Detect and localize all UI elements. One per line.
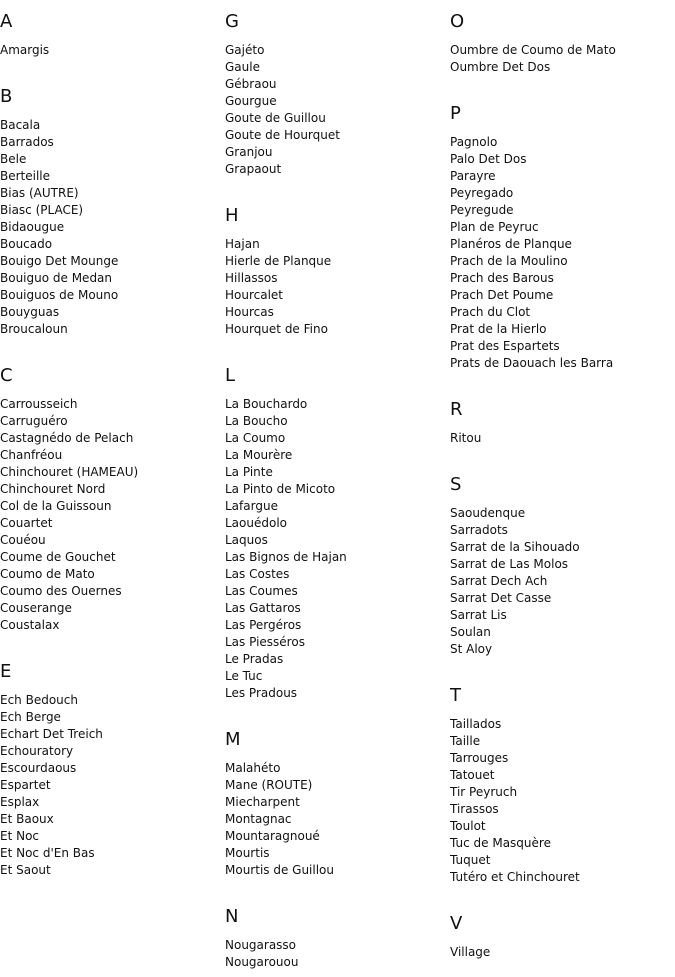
place-link[interactable]: Et Baoux (0, 812, 54, 826)
place-link[interactable]: Les Pradous (225, 686, 298, 700)
place-link[interactable]: Las Coumes (225, 584, 298, 598)
place-list (0, 692, 220, 879)
place-link[interactable]: Prat de la Hierlo (450, 322, 547, 336)
place-link[interactable]: Hourcalet (225, 288, 284, 302)
letter-section (225, 906, 445, 971)
place-link[interactable]: Espartet (0, 778, 51, 792)
place-link[interactable]: Gaule (225, 60, 260, 74)
section-letter-heading: A (0, 11, 13, 32)
place-link[interactable]: Echouratory (0, 744, 74, 758)
place-link[interactable]: Sarrat de la Sihouado (450, 540, 580, 554)
place-list (0, 396, 220, 634)
place-link[interactable]: Prach du Clot (450, 305, 531, 319)
place-link[interactable]: Et Noc d'En Bas (0, 846, 95, 860)
place-link[interactable]: Carrousseich (0, 397, 78, 411)
section-letter-heading: R (450, 399, 463, 420)
place-link[interactable]: Bouiguos de Mouno (0, 288, 119, 302)
place-link[interactable]: Mountaragnoué (225, 829, 320, 843)
place-link[interactable]: Coustalax (0, 618, 60, 632)
place-link[interactable]: Hourcas (225, 305, 274, 319)
place-link[interactable]: Tarrouges (450, 751, 509, 765)
place-list (450, 134, 670, 372)
section-letter-heading: P (450, 103, 461, 124)
place-link[interactable]: Las Pergéros (225, 618, 302, 632)
place-link[interactable]: Bouyguas (0, 305, 60, 319)
place-link[interactable]: Sarrat Lis (450, 608, 507, 622)
section-letter-heading: V (450, 913, 463, 934)
place-link[interactable]: Oumbre Det Dos (450, 60, 551, 74)
place-link[interactable]: Mane (ROUTE) (225, 778, 313, 792)
letter-section (0, 86, 220, 338)
place-link[interactable]: La Coumo (225, 431, 286, 445)
place-link[interactable]: Plan de Peyruc (450, 220, 539, 234)
place-link[interactable]: Pagnolo (450, 135, 498, 149)
place-link[interactable]: Couserange (0, 601, 72, 615)
section-letter-heading: O (450, 11, 465, 32)
place-link[interactable]: Hillassos (225, 271, 278, 285)
place-link[interactable]: Hourquet de Fino (225, 322, 328, 336)
place-list (450, 430, 670, 447)
place-link[interactable]: Tuc de Masquère (450, 836, 551, 850)
place-link[interactable]: Bouiguo de Medan (0, 271, 113, 285)
place-link[interactable]: Village (450, 945, 491, 959)
place-link[interactable]: La Pinte (225, 465, 273, 479)
place-link[interactable]: Hajan (225, 237, 260, 251)
place-list (450, 944, 670, 961)
place-link[interactable]: Tirassos (450, 802, 499, 816)
place-link[interactable]: Sarrat de Las Molos (450, 557, 569, 571)
place-link[interactable]: Laouédolo (225, 516, 288, 530)
place-link[interactable]: Prach des Barous (450, 271, 554, 285)
place-link[interactable]: Escourdaous (0, 761, 77, 775)
place-link[interactable]: Ritou (450, 431, 482, 445)
place-link[interactable]: Prach Det Poume (450, 288, 554, 302)
place-link[interactable]: Bouigo Det Mounge (0, 254, 119, 268)
place-link[interactable]: Carruguéro (0, 414, 68, 428)
letter-section (225, 365, 445, 702)
place-list (225, 236, 445, 338)
place-link[interactable]: Coumo des Ouernes (0, 584, 122, 598)
place-link[interactable]: Bele (0, 152, 27, 166)
place-link[interactable]: La Bouchardo (225, 397, 308, 411)
section-letter-heading: H (225, 205, 239, 226)
index-column-2 (225, 0, 445, 971)
section-letter-heading: L (225, 365, 236, 386)
place-link[interactable]: Montagnac (225, 812, 292, 826)
section-letter-heading: T (450, 685, 461, 706)
place-link[interactable]: Echart Det Treich (0, 727, 103, 741)
place-link[interactable]: Amargis (0, 43, 50, 57)
place-link[interactable]: Gébraou (225, 77, 277, 91)
letter-section (225, 729, 445, 879)
place-link[interactable]: Gourgue (225, 94, 277, 108)
place-link[interactable]: Sarrat Dech Ach (450, 574, 548, 588)
place-link[interactable]: Col de la Guissoun (0, 499, 112, 513)
index-column-3 (450, 0, 670, 961)
section-letter-heading: C (0, 365, 13, 386)
letter-section (0, 661, 220, 879)
place-link[interactable]: Malahéto (225, 761, 281, 775)
place-link[interactable]: Tir Peyruch (450, 785, 518, 799)
letter-section (450, 399, 670, 447)
place-link[interactable]: Nougarouou (225, 955, 299, 969)
place-link[interactable]: Soulan (450, 625, 491, 639)
place-link[interactable]: La Boucho (225, 414, 288, 428)
place-link[interactable]: Las Gattaros (225, 601, 301, 615)
place-link[interactable]: Gajéto (225, 43, 265, 57)
place-link[interactable]: Hierle de Planque (225, 254, 332, 268)
place-link[interactable]: Le Pradas (225, 652, 284, 666)
place-link[interactable]: Las Bignos de Hajan (225, 550, 347, 564)
place-link[interactable]: Palo Det Dos (450, 152, 527, 166)
place-link[interactable]: Peyregude (450, 203, 514, 217)
section-letter-heading: G (225, 11, 239, 32)
letter-section (450, 474, 670, 658)
place-link[interactable]: Las Costes (225, 567, 290, 581)
place-link[interactable]: Goute de Guillou (225, 111, 326, 125)
place-link[interactable]: Coume de Gouchet (0, 550, 116, 564)
place-link[interactable]: Toulot (450, 819, 486, 833)
place-link[interactable]: La Pinto de Micoto (225, 482, 336, 496)
place-link[interactable]: Taille (450, 734, 481, 748)
place-link[interactable]: Planéros de Planque (450, 237, 572, 251)
place-link[interactable]: Chinchouret (HAMEAU) (0, 465, 139, 479)
place-link[interactable]: Saoudenque (450, 506, 526, 520)
place-list (450, 716, 670, 886)
place-link[interactable]: Peyregado (450, 186, 514, 200)
place-link[interactable]: Tutéro et Chinchouret (450, 870, 580, 884)
place-link[interactable]: Biasc (PLACE) (0, 203, 84, 217)
letter-section (0, 365, 220, 634)
place-link[interactable]: Tatouet (450, 768, 495, 782)
place-link[interactable]: Mourtis de Guillou (225, 863, 335, 877)
place-link[interactable]: Lafargue (225, 499, 278, 513)
place-link[interactable]: Ech Bedouch (0, 693, 78, 707)
place-link[interactable]: Couéou (0, 533, 46, 547)
place-list (225, 760, 445, 879)
place-link[interactable]: Chanfréou (0, 448, 63, 462)
place-link[interactable]: Miecharpent (225, 795, 300, 809)
place-link[interactable]: Grapaout (225, 162, 282, 176)
place-link[interactable]: Nougarasso (225, 938, 297, 952)
letter-section (225, 205, 445, 338)
place-link[interactable]: Oumbre de Coumo de Mato (450, 43, 616, 57)
place-link[interactable]: Bias (AUTRE) (0, 186, 79, 200)
place-list (0, 117, 220, 338)
place-link[interactable]: Sarradots (450, 523, 508, 537)
place-link[interactable]: Taillados (450, 717, 502, 731)
section-letter-heading: E (0, 661, 12, 682)
place-link[interactable]: Berteille (0, 169, 51, 183)
place-link[interactable]: Bidaougue (0, 220, 65, 234)
place-link[interactable]: Chinchouret Nord (0, 482, 106, 496)
place-link[interactable]: Barrados (0, 135, 54, 149)
place-link[interactable]: Tuquet (450, 853, 491, 867)
place-link[interactable]: Parayre (450, 169, 496, 183)
place-link[interactable]: Las Piesséros (225, 635, 305, 649)
place-link[interactable]: Broucaloun (0, 322, 68, 336)
place-link[interactable]: Bacala (0, 118, 41, 132)
place-list (225, 937, 445, 971)
place-link[interactable]: Le Tuc (225, 669, 263, 683)
letter-section (450, 913, 670, 961)
letter-section (0, 11, 220, 59)
place-link[interactable]: St Aloy (450, 642, 493, 656)
place-list (450, 505, 670, 658)
place-link[interactable]: Et Noc (0, 829, 40, 843)
place-link[interactable]: Sarrat Det Casse (450, 591, 552, 605)
letter-section (450, 103, 670, 372)
place-link[interactable]: Prat des Espartets (450, 339, 560, 353)
place-list (225, 396, 445, 702)
place-link[interactable]: Et Saout (0, 863, 51, 877)
place-link[interactable]: Goute de Hourquet (225, 128, 340, 142)
section-letter-heading: N (225, 906, 239, 927)
letter-section (450, 11, 670, 76)
letter-section (450, 685, 670, 886)
place-list (0, 42, 220, 59)
letter-section (225, 11, 445, 178)
index-column-1 (0, 0, 220, 879)
place-link[interactable]: La Mourère (225, 448, 293, 462)
place-link[interactable]: Laquos (225, 533, 268, 547)
place-link[interactable]: Ech Berge (0, 710, 61, 724)
place-link[interactable]: Esplax (0, 795, 40, 809)
place-link[interactable]: Granjou (225, 145, 273, 159)
place-link[interactable]: Couartet (0, 516, 53, 530)
place-link[interactable]: Mourtis (225, 846, 270, 860)
place-link[interactable]: Prats de Daouach les Barra (450, 356, 614, 370)
place-link[interactable]: Castagnédo de Pelach (0, 431, 134, 445)
section-letter-heading: S (450, 474, 462, 495)
place-list (225, 42, 445, 178)
place-link[interactable]: Boucado (0, 237, 53, 251)
place-list (450, 42, 670, 76)
section-letter-heading: B (0, 86, 13, 107)
section-letter-heading: M (225, 729, 241, 750)
place-link[interactable]: Prach de la Moulino (450, 254, 568, 268)
place-link[interactable]: Coumo de Mato (0, 567, 95, 581)
